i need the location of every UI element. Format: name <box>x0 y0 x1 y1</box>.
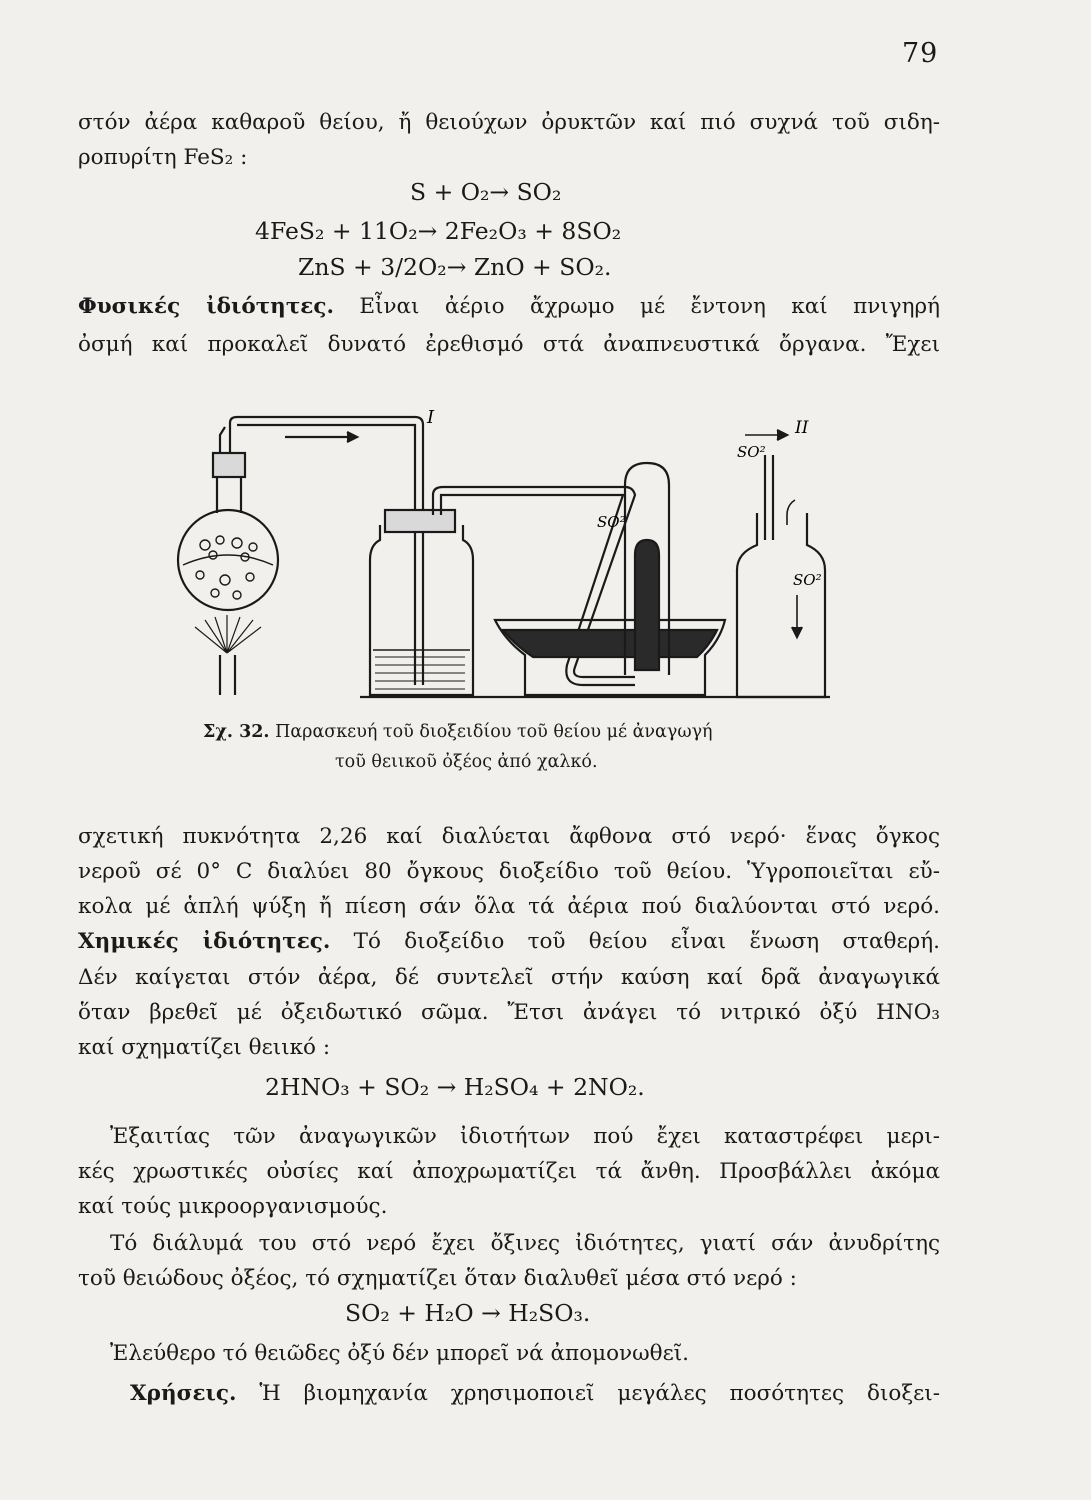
equation: S + O₂→ SO₂ <box>410 178 562 206</box>
text-line: ὀσμή καί προκαλεῖ δυνατό ἐρεθισμό στά ἀναπνευστικά ὄργανα. Ἔχει <box>78 332 940 357</box>
text-line: καί τούς μικροοργανισμούς. <box>78 1194 388 1219</box>
apparatus-figure <box>165 395 845 745</box>
equation: 2HNO₃ + SO₂ → H₂SO₄ + 2NO₂. <box>265 1073 645 1101</box>
flame <box>195 615 261 653</box>
text-line: κές χρωστικές οὐσίες καί ἀποχρωματίζει τά ἄνθη. Προσβάλλει ἀκόμα <box>78 1159 940 1184</box>
uses-line <box>130 1383 940 1405</box>
text-line: κολα μέ ἁπλή ψύξη ἤ πίεση σάν ὅλα τά ἀέρια πού διαλύονται στό νερό. <box>78 894 940 919</box>
text-line: καί σχηματίζει θειικό : <box>78 1035 331 1060</box>
text-line: νεροῦ σέ 0° C διαλύει 80 ὄγκους διοξείδιο τοῦ θείου. Ὑγροποιεῖται εὔ- <box>78 859 940 884</box>
label-i: I <box>427 407 435 428</box>
bottle-stopper <box>385 510 455 532</box>
text-span: Ἡ βιομηχανία χρησιμοποιεῖ μεγάλες ποσότητες διοξει- <box>236 1381 940 1406</box>
text-span: Τό διοξείδιο τοῦ θείου εἶναι ἕνωση σταθερή. <box>330 929 940 954</box>
trough-liquid <box>503 630 717 657</box>
so2-label: SO² <box>793 571 822 589</box>
equation: 4FeS₂ + 11O₂→ 2Fe₂O₃ + 8SO₂ <box>255 217 622 245</box>
arrow-head <box>347 432 357 442</box>
flask-liquid <box>183 555 273 565</box>
figure-caption <box>203 724 713 742</box>
delivery-tube <box>230 417 423 685</box>
copper-pieces <box>196 536 257 599</box>
equation: ZnS + 3/2O₂→ ZnO + SO₂. <box>298 253 612 281</box>
bottle-ii-tube <box>765 455 773 540</box>
text-line: Δέν καίγεται στόν ἀέρα, δέ συντελεῖ στήν καύση καί δρᾶ ἀναγωγικά <box>78 965 940 990</box>
text-line: ροπυρίτη FeS₂ : <box>78 145 248 170</box>
arrow-head <box>792 627 802 637</box>
collecting-bottle-ii <box>737 513 825 697</box>
text-line: Ἐξαιτίας τῶν ἀναγωγικῶν ἰδιοτήτων πού ἔχει καταστρέφει μερι- <box>110 1124 940 1149</box>
curved-arrow <box>787 500 795 525</box>
physical-properties-line <box>78 296 940 318</box>
section-heading: Χρήσεις. <box>130 1381 237 1406</box>
bottle-liquid-hatch <box>375 657 465 689</box>
section-heading: Χημικές ἰδιότητες. <box>78 929 331 954</box>
caption-text: Παρασκευή τοῦ διοξειδίου τοῦ θείου μέ ἀναγωγή <box>275 722 713 742</box>
text-line: στόν ἀέρα καθαροῦ θείου, ἤ θειούχων ὀρυκτῶν καί πιό συχνά τοῦ σιδη- <box>78 110 940 135</box>
caption-number: Σχ. 32. <box>203 722 270 742</box>
equation: SO₂ + H₂O → H₂SO₃. <box>345 1299 591 1327</box>
text-line: σχετική πυκνότητα 2,26 καί διαλύεται ἄφθονα στό νερό· ἕνας ὄγκος <box>78 824 940 849</box>
burner <box>220 655 235 695</box>
text-span: Εἶναι ἀέριο ἄχρωμο μέ ἔντονη καί πνιγηρή <box>333 294 940 319</box>
section-heading: Φυσικές ἰδιότητες. <box>78 294 334 319</box>
label-ii: II <box>795 418 809 438</box>
delivery-tube-inner <box>237 425 415 685</box>
so2-label: SO² <box>597 513 626 531</box>
flask-stopper <box>213 453 245 477</box>
wash-bottle-i <box>370 525 473 695</box>
text-line: τοῦ θειώδους ὀξέος, τό σχηματίζει ὅταν διαλυθεῖ μέσα στό νερό : <box>78 1266 797 1291</box>
chemical-properties-line <box>78 931 940 953</box>
text-line: Τό διάλυμά του στό νερό ἔχει ὄξινες ἰδιότητες, γιατί σάν ἀνυδρίτης <box>110 1231 940 1256</box>
round-flask <box>178 510 278 610</box>
text-line: ὅταν βρεθεῖ μέ ὀξειδωτικό σῶμα. Ἔτσι ἀνάγει τό νιτρικό ὀξύ HNO₃ <box>78 1000 940 1025</box>
cylinder-liquid <box>635 540 659 670</box>
page-number: 79 <box>902 38 939 69</box>
caption-line: τοῦ θειικοῦ ὀξέος ἀπό χαλκό. <box>335 752 598 772</box>
text-line: Ἐλεύθερο τό θειῶδες ὀξύ δέν μπορεῖ νά ἀπομονωθεῖ. <box>110 1341 689 1366</box>
so2-label: SO² <box>737 443 766 461</box>
arrow-head <box>777 430 787 440</box>
thistle-tube <box>220 427 225 453</box>
